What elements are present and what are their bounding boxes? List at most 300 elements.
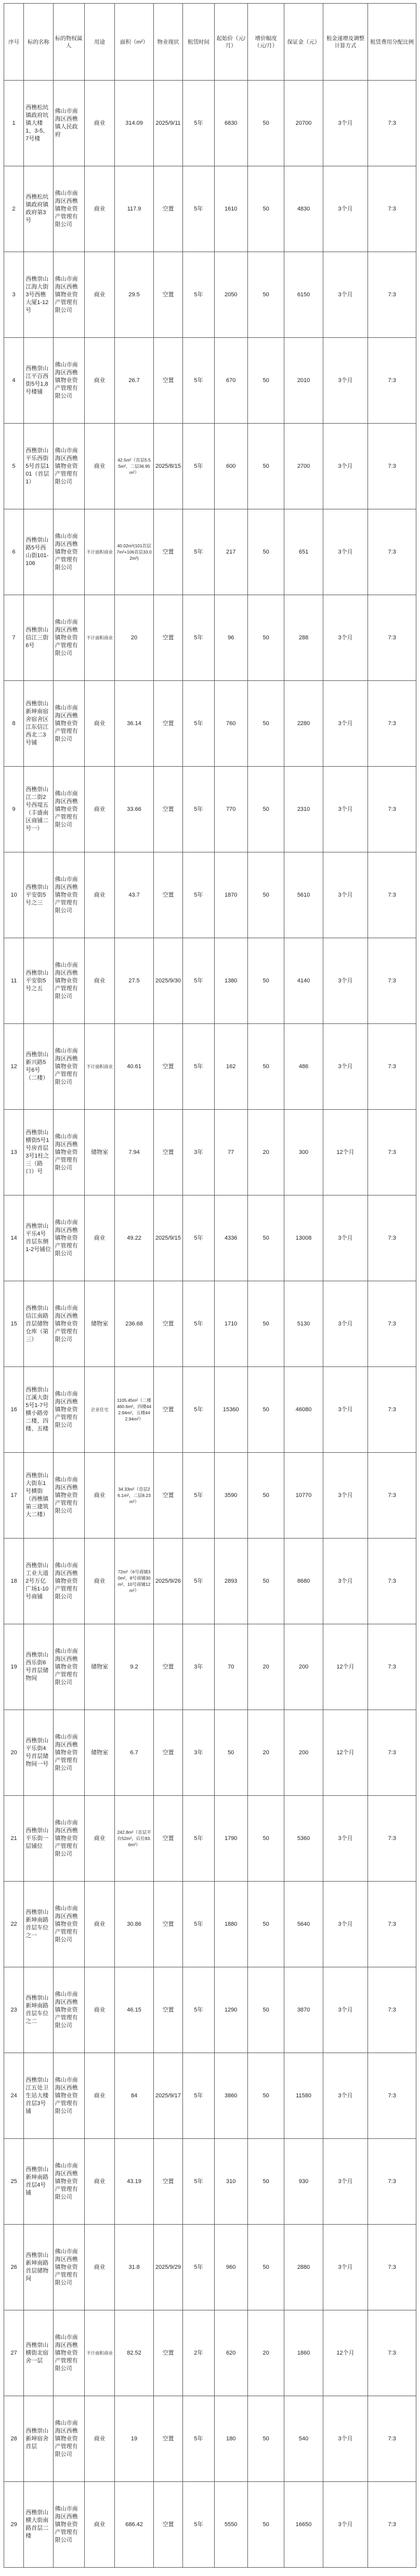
cell-ratio: 7:3 [368, 509, 416, 595]
cell-ratio: 7:3 [368, 1281, 416, 1367]
cell-area: 242.8m²（首层平台52m²，后位83.6m²） [115, 1796, 153, 1882]
cell-owner: 佛山市南海区西樵镇物业资产管理有限公司 [53, 1539, 84, 1624]
cell-step: 50 [247, 424, 284, 509]
cell-status: 空置 [153, 2482, 182, 2568]
cell-step: 50 [247, 1453, 284, 1539]
cell-start: 760 [214, 681, 247, 767]
cell-owner: 佛山市南海区西樵镇物业资产管理有限公司 [53, 424, 84, 509]
cell-name: 西樵崇山平乐街一层铺位 [24, 1796, 53, 1882]
cell-area: 117.9 [115, 166, 153, 252]
cell-ratio: 7:3 [368, 1967, 416, 2053]
cell-name: 西樵崇山江溪大街5号1-7号横小路旁二楼、四楼、五楼 [24, 1367, 53, 1453]
cell-use: 商业 [84, 2139, 114, 2225]
cell-name: 西樵崇山路5号西山街101-106 [24, 509, 53, 595]
cell-name: 西樵崇山大街东1号横街（西樵镇第三建筑大二楼） [24, 1453, 53, 1539]
cell-status: 空置 [153, 166, 182, 252]
table-row [4, 1624, 416, 1710]
cell-name: 西樵崇山平安街5号之五 [24, 938, 53, 1024]
cell-no: 24 [4, 2053, 24, 2139]
table-row [4, 166, 416, 252]
cell-term: 5年 [183, 1453, 214, 1539]
cell-ratio: 7:3 [368, 681, 416, 767]
cell-step: 50 [247, 2396, 284, 2482]
cell-area: 34.33m²（首层26.1m²，二层8.23m²） [115, 1453, 153, 1539]
table-row [4, 1710, 416, 1796]
cell-status: 空置 [153, 852, 182, 938]
cell-area: 43.7 [115, 852, 153, 938]
table-row [4, 852, 416, 938]
cell-term: 5年 [183, 1796, 214, 1882]
cell-deposit: 2280 [284, 681, 323, 767]
cell-name: 西樵崇山新坤南路首层4号铺 [24, 2139, 53, 2225]
cell-ratio: 7:3 [368, 2139, 416, 2225]
cell-use: 储物室 [84, 1281, 114, 1367]
cell-name: 西樵崇山信江南路首层储物仓库（第三） [24, 1281, 53, 1367]
cell-term: 5年 [183, 938, 214, 1024]
column-header: 保证金（元） [284, 4, 323, 81]
cell-deposit: 288 [284, 595, 323, 681]
cell-deposit: 6150 [284, 252, 323, 338]
cell-owner: 佛山市南海区西樵镇物业资产管理有限公司 [53, 1195, 84, 1281]
cell-ratio: 7:3 [368, 1110, 416, 1195]
cell-step: 20 [247, 1110, 284, 1195]
table-row [4, 595, 416, 681]
cell-name: 西樵松坑镇政府镇政府第3号 [24, 166, 53, 252]
table-row [4, 338, 416, 424]
cell-method: 3个月 [323, 1367, 368, 1453]
cell-owner: 佛山市南海区西樵镇物业资产管理有限公司 [53, 338, 84, 424]
cell-start: 2893 [214, 1539, 247, 1624]
cell-method: 3个月 [323, 681, 368, 767]
cell-term: 5年 [183, 1882, 214, 1967]
cell-start: 960 [214, 2225, 247, 2310]
table-row [4, 938, 416, 1024]
cell-start: 96 [214, 595, 247, 681]
table-row [4, 2310, 416, 2396]
cell-area: 40.02m²(101首层7m²+106首层33.02m²) [115, 509, 153, 595]
cell-status: 空置 [153, 338, 182, 424]
column-header: 起始价（元/月） [214, 4, 247, 81]
table-row [4, 1367, 416, 1453]
table-row [4, 81, 416, 166]
cell-deposit: 5360 [284, 1796, 323, 1882]
table-row [4, 509, 416, 595]
cell-step: 50 [247, 1367, 284, 1453]
cell-use: 不计面积商业 [84, 509, 114, 595]
cell-status: 2025/9/26 [153, 1539, 182, 1624]
cell-term: 5年 [183, 1281, 214, 1367]
cell-start: 77 [214, 1110, 247, 1195]
cell-owner: 佛山市南海区西樵镇物业资产管理有限公司 [53, 852, 84, 938]
cell-deposit: 300 [284, 1110, 323, 1195]
cell-method: 3个月 [323, 1195, 368, 1281]
cell-area: 686.42 [115, 2482, 153, 2568]
cell-step: 50 [247, 252, 284, 338]
cell-use: 储物室 [84, 1624, 114, 1710]
cell-owner: 佛山市南海区西樵镇物业资产管理有限公司 [53, 1710, 84, 1796]
cell-no: 29 [4, 2482, 24, 2568]
cell-no: 18 [4, 1539, 24, 1624]
cell-area: 236.68 [115, 1281, 153, 1367]
cell-area: 26.7 [115, 338, 153, 424]
cell-term: 3年 [183, 1710, 214, 1796]
cell-term: 5年 [183, 81, 214, 166]
cell-no: 8 [4, 681, 24, 767]
cell-no: 3 [4, 252, 24, 338]
column-header: 用途 [84, 4, 114, 81]
cell-ratio: 7:3 [368, 595, 416, 681]
cell-status: 空置 [153, 1367, 182, 1453]
cell-no: 1 [4, 81, 24, 166]
cell-use: 商业 [84, 2396, 114, 2482]
cell-status: 空置 [153, 1624, 182, 1710]
cell-area: 36.14 [115, 681, 153, 767]
cell-step: 50 [247, 81, 284, 166]
lease-lot-table [4, 3, 416, 2568]
cell-area: 49.22 [115, 1195, 153, 1281]
cell-ratio: 7:3 [368, 2396, 416, 2482]
cell-owner: 佛山市南海区西樵镇物业资产管理有限公司 [53, 767, 84, 852]
cell-no: 23 [4, 1967, 24, 2053]
table-row [4, 1453, 416, 1539]
cell-ratio: 7:3 [368, 81, 416, 166]
cell-step: 50 [247, 2053, 284, 2139]
cell-deposit: 13008 [284, 1195, 323, 1281]
table-row [4, 1281, 416, 1367]
cell-start: 1710 [214, 1281, 247, 1367]
cell-use: 商业 [84, 424, 114, 509]
cell-area: 20 [115, 595, 153, 681]
table-row [4, 424, 416, 509]
cell-owner: 佛山市南海区西樵镇物业资产管理有限公司 [53, 1796, 84, 1882]
cell-method: 12个月 [323, 2310, 368, 2396]
cell-term: 5年 [183, 1024, 214, 1110]
cell-start: 670 [214, 338, 247, 424]
cell-deposit: 2010 [284, 338, 323, 424]
table-body [4, 81, 416, 2568]
cell-no: 12 [4, 1024, 24, 1110]
table-row [4, 1967, 416, 2053]
cell-no: 9 [4, 767, 24, 852]
cell-owner: 佛山市南海区西樵镇物业资产管理有限公司 [53, 2053, 84, 2139]
cell-method: 3个月 [323, 509, 368, 595]
cell-owner: 佛山市南海区西樵镇物业资产管理有限公司 [53, 2225, 84, 2310]
cell-deposit: 5610 [284, 852, 323, 938]
cell-deposit: 2310 [284, 767, 323, 852]
cell-method: 3个月 [323, 2225, 368, 2310]
cell-start: 1790 [214, 1796, 247, 1882]
cell-name: 西樵崇山平安街5号之三 [24, 852, 53, 938]
cell-step: 50 [247, 938, 284, 1024]
cell-method: 3个月 [323, 2396, 368, 2482]
cell-ratio: 7:3 [368, 1882, 416, 1967]
cell-deposit: 651 [284, 509, 323, 595]
cell-method: 3个月 [323, 1453, 368, 1539]
column-header: 物业现状 [153, 4, 182, 81]
cell-term: 5年 [183, 2053, 214, 2139]
cell-term: 5年 [183, 166, 214, 252]
cell-deposit: 8680 [284, 1539, 323, 1624]
cell-name: 西樵崇山江平百西街5号1,8号楼铺 [24, 338, 53, 424]
cell-no: 20 [4, 1710, 24, 1796]
cell-use: 商业 [84, 2225, 114, 2310]
cell-method: 3个月 [323, 1281, 368, 1367]
cell-start: 4336 [214, 1195, 247, 1281]
cell-method: 3个月 [323, 81, 368, 166]
cell-start: 5550 [214, 2482, 247, 2568]
cell-step: 50 [247, 1024, 284, 1110]
cell-start: 180 [214, 2396, 247, 2482]
cell-step: 50 [247, 852, 284, 938]
cell-ratio: 7:3 [368, 1367, 416, 1453]
cell-status: 空置 [153, 1710, 182, 1796]
table-row [4, 2396, 416, 2482]
cell-area: 84 [115, 2053, 153, 2139]
cell-term: 5年 [183, 2225, 214, 2310]
cell-name: 西樵崇山横街5号1号房首层3号1柱之三（路口）号 [24, 1110, 53, 1195]
cell-term: 5年 [183, 681, 214, 767]
cell-status: 空置 [153, 1796, 182, 1882]
cell-start: 162 [214, 1024, 247, 1110]
cell-deposit: 930 [284, 2139, 323, 2225]
cell-term: 2年 [183, 2310, 214, 2396]
cell-area: 46.15 [115, 1967, 153, 2053]
cell-ratio: 7:3 [368, 1539, 416, 1624]
cell-step: 50 [247, 338, 284, 424]
cell-area: 42.5m²（首层5.55m²，二层36.95m²） [115, 424, 153, 509]
cell-owner: 佛山市南海区西樵镇物业资产管理有限公司 [53, 595, 84, 681]
cell-name: 西樵松坑镇政府坑镇大楼1、3-5、7号楼 [24, 81, 53, 166]
cell-method: 3个月 [323, 1796, 368, 1882]
cell-owner: 佛山市南海区西樵镇物业资产管理有限公司 [53, 1024, 84, 1110]
cell-name: 西樵崇山新坤南宿舍宿舍区江东信江西北二3号铺 [24, 681, 53, 767]
cell-no: 11 [4, 938, 24, 1024]
column-header: 租赁时间 [183, 4, 214, 81]
cell-term: 5年 [183, 2139, 214, 2225]
cell-term: 5年 [183, 2396, 214, 2482]
table-row [4, 1110, 416, 1195]
table-row [4, 767, 416, 852]
cell-ratio: 7:3 [368, 1710, 416, 1796]
cell-step: 50 [247, 595, 284, 681]
cell-use: 商业 [84, 338, 114, 424]
cell-deposit: 540 [284, 2396, 323, 2482]
cell-use: 商业 [84, 1967, 114, 2053]
cell-start: 3590 [214, 1453, 247, 1539]
table-row [4, 681, 416, 767]
table-row [4, 2482, 416, 2568]
cell-step: 50 [247, 2482, 284, 2568]
column-header: 增价幅度（元/月） [247, 4, 284, 81]
cell-term: 5年 [183, 1195, 214, 1281]
cell-deposit: 46080 [284, 1367, 323, 1453]
cell-term: 5年 [183, 338, 214, 424]
cell-use: 企业住宅 [84, 1367, 114, 1453]
cell-deposit: 486 [284, 1024, 323, 1110]
table-row [4, 2225, 416, 2310]
cell-term: 5年 [183, 852, 214, 938]
cell-deposit: 5640 [284, 1882, 323, 1967]
cell-term: 5年 [183, 767, 214, 852]
cell-method: 3个月 [323, 2053, 368, 2139]
cell-step: 50 [247, 1882, 284, 1967]
cell-owner: 佛山市南海区西樵镇人民政府 [53, 81, 84, 166]
cell-start: 1870 [214, 852, 247, 938]
cell-area: 33.66 [115, 767, 153, 852]
table-row [4, 1539, 416, 1624]
cell-name: 西樵崇山横街北宿舍一层 [24, 2310, 53, 2396]
cell-status: 2025/9/17 [153, 2053, 182, 2139]
cell-status: 空置 [153, 252, 182, 338]
cell-owner: 佛山市南海区西樵镇物业资产管理有限公司 [53, 1967, 84, 2053]
cell-use: 商业 [84, 681, 114, 767]
cell-deposit: 5130 [284, 1281, 323, 1367]
column-header: 序号 [4, 4, 24, 81]
cell-status: 空置 [153, 2310, 182, 2396]
cell-use: 储物室 [84, 1710, 114, 1796]
table-row [4, 1796, 416, 1882]
cell-name: 西樵崇山江五处卫生站大楼首层3号铺 [24, 2053, 53, 2139]
cell-step: 50 [247, 2139, 284, 2225]
cell-ratio: 7:3 [368, 2310, 416, 2396]
cell-start: 770 [214, 767, 247, 852]
cell-deposit: 2700 [284, 424, 323, 509]
cell-name: 西樵崇山平乐街4号首层储物间一号 [24, 1710, 53, 1796]
cell-use: 商业 [84, 2053, 114, 2139]
cell-no: 21 [4, 1796, 24, 1882]
cell-term: 3年 [183, 1110, 214, 1195]
cell-step: 50 [247, 1539, 284, 1624]
cell-name: 西樵崇山西乐街6号首层储物间 [24, 1624, 53, 1710]
cell-deposit: 11580 [284, 2053, 323, 2139]
cell-owner: 佛山市南海区西樵镇物业资产管理有限公司 [53, 1624, 84, 1710]
cell-step: 50 [247, 1796, 284, 1882]
cell-step: 20 [247, 1624, 284, 1710]
cell-owner: 佛山市南海区西樵镇物业资产管理有限公司 [53, 1281, 84, 1367]
cell-ratio: 7:3 [368, 2225, 416, 2310]
cell-status: 空置 [153, 595, 182, 681]
cell-ratio: 7:3 [368, 938, 416, 1024]
cell-ratio: 7:3 [368, 1195, 416, 1281]
table-row [4, 2053, 416, 2139]
cell-no: 28 [4, 2396, 24, 2482]
cell-no: 15 [4, 1281, 24, 1367]
cell-method: 3个月 [323, 767, 368, 852]
cell-deposit: 10770 [284, 1453, 323, 1539]
cell-step: 50 [247, 2225, 284, 2310]
cell-start: 217 [214, 509, 247, 595]
cell-status: 空置 [153, 1024, 182, 1110]
cell-no: 22 [4, 1882, 24, 1967]
cell-method: 12个月 [323, 1110, 368, 1195]
cell-owner: 佛山市南海区西樵镇物业资产管理有限公司 [53, 2482, 84, 2568]
cell-status: 空置 [153, 1453, 182, 1539]
cell-area: 30.86 [115, 1882, 153, 1967]
cell-owner: 佛山市南海区西樵镇物业资产管理有限公司 [53, 1367, 84, 1453]
cell-term: 5年 [183, 595, 214, 681]
cell-use: 商业 [84, 1453, 114, 1539]
cell-name: 西樵崇山横大街南路首层二楼 [24, 2482, 53, 2568]
cell-ratio: 7:3 [368, 338, 416, 424]
cell-start: 50 [214, 1710, 247, 1796]
cell-term: 5年 [183, 2482, 214, 2568]
cell-name: 西樵崇山江海大街3号西樵大厦1-12号 [24, 252, 53, 338]
cell-area: 40.61 [115, 1024, 153, 1110]
table-row [4, 252, 416, 338]
cell-method: 12个月 [323, 1624, 368, 1710]
cell-method: 3个月 [323, 2139, 368, 2225]
cell-ratio: 7:3 [368, 2482, 416, 2568]
cell-method: 3个月 [323, 595, 368, 681]
cell-ratio: 7:3 [368, 1024, 416, 1110]
table-header-row [4, 4, 416, 81]
cell-name: 西樵崇山江二街2号西堤五（丰盛南区商铺二号一） [24, 767, 53, 852]
cell-owner: 佛山市南海区西樵镇物业资产管理有限公司 [53, 2139, 84, 2225]
cell-deposit: 16650 [284, 2482, 323, 2568]
cell-method: 3个月 [323, 1967, 368, 2053]
cell-start: 620 [214, 2310, 247, 2396]
cell-area: 1105.45m²（二楼460.6m²，四楼442.94m²，五楼442.94m²） [115, 1367, 153, 1453]
cell-start: 2050 [214, 252, 247, 338]
cell-name: 西樵崇山新兴路5号6号（二楼） [24, 1024, 53, 1110]
cell-step: 50 [247, 1195, 284, 1281]
cell-deposit: 2880 [284, 2225, 323, 2310]
cell-area: 31.8 [115, 2225, 153, 2310]
cell-method: 3个月 [323, 1882, 368, 1967]
cell-step: 50 [247, 681, 284, 767]
cell-status: 2025/9/15 [153, 1195, 182, 1281]
cell-deposit: 20700 [284, 81, 323, 166]
cell-method: 3个月 [323, 252, 368, 338]
cell-name: 西樵崇山信江三街6号 [24, 595, 53, 681]
cell-status: 空置 [153, 2139, 182, 2225]
cell-use: 不计面积商业 [84, 2310, 114, 2396]
cell-use: 商业 [84, 2482, 114, 2568]
cell-ratio: 7:3 [368, 1624, 416, 1710]
cell-owner: 佛山市南海区西樵镇物业资产管理有限公司 [53, 252, 84, 338]
cell-status: 空置 [153, 1882, 182, 1967]
cell-area: 72m²（6号商铺30m²，8号商铺30m²，10号商铺12m²） [115, 1539, 153, 1624]
cell-no: 16 [4, 1367, 24, 1453]
cell-start: 3860 [214, 2053, 247, 2139]
cell-status: 空置 [153, 1281, 182, 1367]
cell-area: 43.19 [115, 2139, 153, 2225]
cell-name: 西樵崇山新坤南路首层车位之一 [24, 1882, 53, 1967]
cell-no: 27 [4, 2310, 24, 2396]
cell-ratio: 7:3 [368, 852, 416, 938]
cell-owner: 佛山市南海区西樵镇物业资产管理有限公司 [53, 2310, 84, 2396]
cell-method: 12个月 [323, 1710, 368, 1796]
cell-use: 商业 [84, 1796, 114, 1882]
cell-term: 5年 [183, 424, 214, 509]
cell-no: 13 [4, 1110, 24, 1195]
cell-no: 10 [4, 852, 24, 938]
table-row [4, 1024, 416, 1110]
cell-ratio: 7:3 [368, 166, 416, 252]
cell-deposit: 200 [284, 1710, 323, 1796]
cell-step: 50 [247, 1967, 284, 2053]
table-row [4, 1195, 416, 1281]
cell-status: 2025/8/15 [153, 424, 182, 509]
cell-owner: 佛山市南海区西樵镇物业资产管理有限公司 [53, 509, 84, 595]
cell-method: 3个月 [323, 1539, 368, 1624]
cell-ratio: 7:3 [368, 1453, 416, 1539]
column-header: 租赁费用分配比例 [368, 4, 416, 81]
cell-status: 空置 [153, 767, 182, 852]
cell-status: 2025/9/30 [153, 938, 182, 1024]
cell-use: 商业 [84, 166, 114, 252]
cell-ratio: 7:3 [368, 767, 416, 852]
